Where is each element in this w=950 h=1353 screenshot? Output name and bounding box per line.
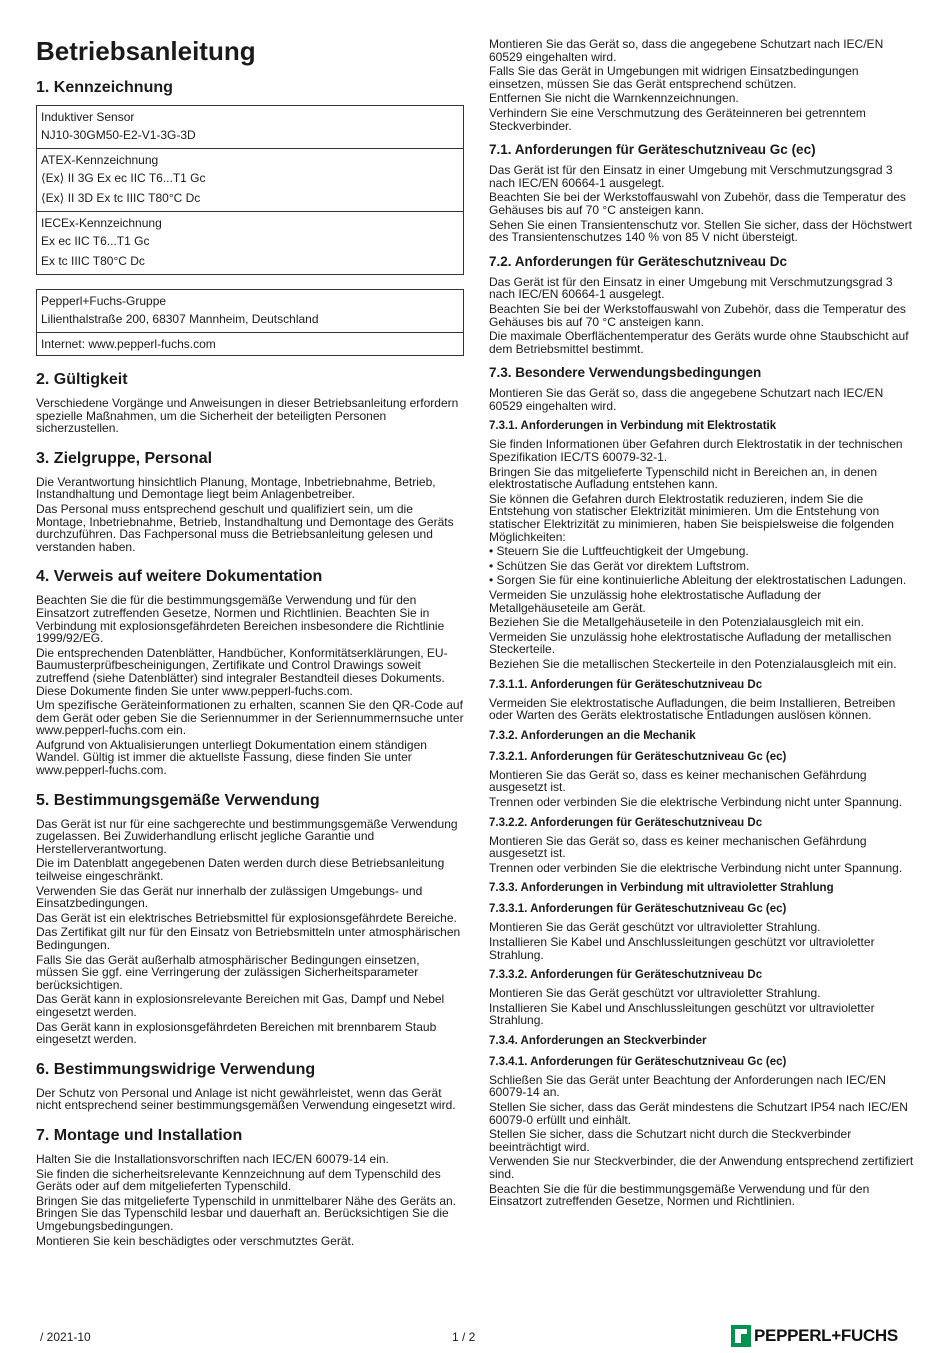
company-name: Pepperl+Fuchs-Gruppe bbox=[41, 294, 167, 308]
company-internet: Internet: www.pepperl-fuchs.com bbox=[41, 337, 216, 351]
subsection-heading: 7.3. Besondere Verwendungsbedingungen bbox=[489, 365, 762, 381]
subsubsection-heading: 7.3.2.1. Anforderungen für Geräteschutzniveau Gc (ec) bbox=[489, 750, 787, 763]
internet-row bbox=[37, 332, 463, 355]
paragraph: Verwenden Sie nur Steckverbinder, die der Anwendung entsprechend zertifiziert sind. bbox=[489, 1154, 914, 1182]
subsubsection-heading: 7.3.3. Anforderungen in Verbindung mit ultravioletter Strahlung bbox=[489, 882, 834, 895]
iecex-line-1: Ex ec IIC T6...T1 Gc bbox=[41, 234, 150, 248]
paragraph: Das Gerät ist für den Einsatz in einer Umgebung mit Verschmutzungsgrad 3 nach IEC/EN 60664-1 ausgelegt. bbox=[489, 163, 893, 190]
section-heading: 5. Bestimmungsgemäße Verwendung bbox=[36, 791, 320, 809]
company-address: Lilienthalstraße 200, 68307 Mannheim, Deutschland bbox=[41, 312, 319, 326]
paragraph: Sehen Sie einen Transientenschutz vor. Stellen Sie sicher, dass der Höchstwert des Transientenschutzes 140 % von 85 V nicht übersteigt. bbox=[489, 217, 912, 245]
right-column bbox=[489, 38, 915, 1210]
section-heading: 2. Gültigkeit bbox=[36, 371, 128, 388]
section-heading: 6. Bestimmungswidrige Verwendung bbox=[36, 1060, 316, 1078]
subsubsection-heading: 7.3.1. Anforderungen in Verbindung mit Elektrostatik bbox=[489, 420, 777, 433]
paragraph: Beachten Sie die für die bestimmungsgemäße Verwendung und für den Einsatzort zutreffenden Gesetze, Normen und Richtlinien. Beachten Sie in Verbindung mit explosionsgefährdeten Bereichen insbesondere die Richtlinie 1999/92/EG. bbox=[36, 593, 445, 646]
subsection-heading: 7.2. Anforderungen für Geräteschutzniveau Dc bbox=[489, 253, 788, 269]
paragraph: Verhindern Sie eine Verschmutzung des Geräteinneren bei getrenntem Steckverbinder. bbox=[489, 105, 866, 133]
paragraph: Die maximale Oberflächentemperatur des Geräts wurde ohne Staubschicht auf dem Betriebsmittel bestimmt. bbox=[489, 329, 909, 356]
paragraph: Montieren Sie das Gerät so, dass es keiner mechanischen Gefährdung ausgesetzt ist. bbox=[489, 767, 867, 795]
paragraph: Montieren Sie das Gerät so, dass die angegebene Schutzart nach IEC/EN 60529 eingehalten wird. bbox=[489, 386, 884, 413]
section-heading: 3. Zielgruppe, Personal bbox=[36, 449, 213, 467]
paragraph: Beachten Sie die für die bestimmungsgemäße Verwendung und für den Einsatzort zutreffenden Gesetze, Normen und Richtlinien. bbox=[489, 1181, 870, 1209]
atex-label: ATEX-Kennzeichnung bbox=[41, 153, 159, 167]
footer-page-number: 1 / 2 bbox=[452, 1330, 476, 1344]
subsubsection-heading: 7.3.4. Anforderungen an Steckverbinder bbox=[489, 1034, 707, 1047]
atex-line-2: ⟨Ex⟩ II 3D Ex tc IIIC T80°C Dc bbox=[41, 191, 201, 205]
iecex-row bbox=[37, 211, 463, 274]
left-column bbox=[36, 36, 464, 1249]
paragraph: Das Personal muss entsprechend geschult und qualifiziert sein, um die Montage, Inbetriebnahme, Betrieb, Instandhaltung und Demontage des Geräts durchzuführen. Das Fachpersonal muss die Betriebsanleitung gelesen und verstanden haben. bbox=[36, 501, 454, 554]
paragraph: Das Gerät kann in explosionsgefährdeten Bereichen mit brennbarem Staub eingesetzt werden. bbox=[36, 1019, 437, 1047]
paragraph: Das Gerät kann in explosionsrelevante Bereichen mit Gas, Dampf und Nebel eingesetzt werden. bbox=[36, 992, 445, 1019]
paragraph: Vermeiden Sie unzulässig hohe elektrostatische Aufladung der Metallgehäuseteile am Gerät. bbox=[489, 588, 822, 615]
paragraph: Bringen Sie das mitgelieferte Typenschild in unmittelbarer Nähe des Geräts an. Bringen Sie das Typenschild lesbar und dauerhaft an. Berücksichtigen Sie die Umgebungsbedingungen. bbox=[36, 1193, 457, 1233]
atex-row bbox=[37, 148, 463, 211]
logo-text: PEPPERL+FUCHS bbox=[754, 1326, 898, 1345]
paragraph: Das Zertifikat gilt nur für den Einsatz von Betriebsmitteln unter atmosphärischen Bedingungen. bbox=[36, 925, 461, 952]
paragraph: Falls Sie das Gerät außerhalb atmosphärischer Bedingungen einsetzen, müssen Sie ggf. eine Verringerung der zulässigen Sicherheitsparameter berücksichtigen. bbox=[36, 952, 420, 992]
paragraph: Beachten Sie bei der Werkstoffauswahl von Zubehör, dass die Temperatur des Gehäuses bis auf 70 °C ansteigen kann. bbox=[489, 301, 906, 329]
paragraph: Verwenden Sie das Gerät nur innerhalb der zulässigen Umgebungs- und Einsatzbedingungen. bbox=[36, 883, 423, 911]
paragraph: Montieren Sie kein beschädigtes oder verschmutztes Gerät. bbox=[36, 1233, 355, 1248]
subsubsection-heading: 7.3.2. Anforderungen an die Mechanik bbox=[489, 729, 696, 742]
paragraph: Das Gerät ist ein elektrisches Betriebsmittel für explosionsgefährdete Bereiche. bbox=[36, 910, 457, 925]
paragraph: Vermeiden Sie unzulässig hohe elektrostatische Aufladung der metallischen Steckerteile. bbox=[489, 629, 892, 657]
bullet-item: • Steuern Sie die Luftfeuchtigkeit der Umgebung. bbox=[489, 545, 915, 558]
paragraph: Montieren Sie das Gerät geschützt vor ultravioletter Strahlung. bbox=[489, 920, 821, 935]
paragraph: Entfernen Sie nicht die Warnkennzeichnungen. bbox=[489, 91, 739, 106]
sensor-model: NJ10-30GM50-E2-V1-3G-3D bbox=[41, 128, 196, 142]
subsubsection-heading: 7.3.3.1. Anforderungen für Geräteschutzniveau Gc (ec) bbox=[489, 903, 787, 916]
subsubsection-heading: 7.3.1.1. Anforderungen für Geräteschutzniveau Dc bbox=[489, 678, 763, 691]
marking-table bbox=[36, 105, 464, 275]
sensor-row bbox=[37, 106, 463, 148]
paragraph: Stellen Sie sicher, dass die Schutzart nicht durch die Steckverbinder beeinträchtigt wird. bbox=[489, 1127, 852, 1154]
paragraph: Das Gerät ist nur für eine sachgerechte und bestimmungsgemäße Verwendung zugelassen. Bei Zuwiderhandlung erlischt jegliche Garantie und Herstellerverantwortung. bbox=[36, 816, 458, 856]
paragraph: Die entsprechenden Datenblätter, Handbücher, Konformitätserklärungen, EU-Baumusterprüfbescheinigungen, Zertifikate und Control Drawings soweit zutreffend (siehe Datenblätter) sind integraler Bestandteil dieses Dokuments. Diese Dokumente finden Sie unter www.pepperl-fuchs.com. bbox=[36, 645, 448, 698]
paragraph: Beziehen Sie die Metallgehäuseteile in den Potenzialausgleich mit ein. bbox=[489, 615, 864, 630]
bullet-item: • Sorgen Sie für eine kontinuierliche Ableitung der elektrostatischen Ladungen. bbox=[489, 574, 915, 587]
paragraph: Vermeiden Sie elektrostatische Aufladungen, die beim Installieren, Betreiben oder Warten des Geräts elektrostatische Entladungen auslösen können. bbox=[489, 695, 896, 723]
paragraph: Bringen Sie das mitgelieferte Typenschild nicht in Bereichen an, in denen elektrostatische Aufladung entstehen kann. bbox=[489, 464, 878, 492]
paragraph: Trennen oder verbinden Sie die elektrische Verbindung nicht unter Spannung. bbox=[489, 860, 903, 875]
company-row bbox=[37, 290, 463, 332]
footer-date: / 2021-10 bbox=[40, 1330, 91, 1344]
section-heading: 4. Verweis auf weitere Dokumentation bbox=[36, 568, 323, 586]
paragraph: Installieren Sie Kabel und Anschlussleitungen geschützt vor ultravioletter Strahlung. bbox=[489, 1000, 875, 1028]
company-table bbox=[36, 289, 464, 356]
paragraph: Sie finden die sicherheitsrelevante Kennzeichnung auf dem Typenschild des Geräts oder auf dem mitgelieferten Typenschild. bbox=[36, 1166, 441, 1194]
iecex-line-2: Ex tc IIIC T80°C Dc bbox=[41, 254, 145, 268]
paragraph: Montieren Sie das Gerät so, dass es keiner mechanischen Gefährdung ausgesetzt ist. bbox=[489, 833, 867, 861]
paragraph: Trennen oder verbinden Sie die elektrische Verbindung nicht unter Spannung. bbox=[489, 794, 903, 809]
paragraph: Der Schutz von Personal und Anlage ist nicht gewährleistet, wenn das Gerät nicht entsprechend seiner bestimmungsgemäßen Verwendung eingesetzt wird. bbox=[36, 1085, 456, 1113]
paragraph: Falls Sie das Gerät in Umgebungen mit widrigen Einsatzbedingungen einsetzen, müssen Sie das Gerät entsprechend schützen. bbox=[489, 64, 859, 91]
paragraph: Sie finden Informationen über Gefahren durch Elektrostatik in der technischen Spezifikation IEC/TS 60079-32-1. bbox=[489, 437, 903, 465]
paragraph: Das Gerät ist für den Einsatz in einer Umgebung mit Verschmutzungsgrad 3 nach IEC/EN 60664-1 ausgelegt. bbox=[489, 274, 893, 302]
iecex-label: IECEx-Kennzeichnung bbox=[41, 216, 162, 230]
atex-line-1: ⟨Ex⟩ II 3G Ex ec IIC T6...T1 Gc bbox=[41, 171, 206, 185]
subsubsection-heading: 7.3.3.2. Anforderungen für Geräteschutzniveau Dc bbox=[489, 969, 763, 982]
paragraph: Um spezifische Geräteinformationen zu erhalten, scannen Sie den QR-Code auf dem Gerät oder geben Sie die Seriennummer in der Seriennummernsuche unter www.pepperl-fuchs.com ein. bbox=[36, 698, 464, 738]
section-heading: 1. Kennzeichnung bbox=[36, 79, 173, 96]
section-heading: 7. Montage und Installation bbox=[36, 1126, 243, 1144]
subsubsection-heading: 7.3.2.2. Anforderungen für Geräteschutzniveau Dc bbox=[489, 816, 763, 829]
paragraph: Montieren Sie das Gerät so, dass die angegebene Schutzart nach IEC/EN 60529 eingehalten wird. bbox=[489, 37, 884, 64]
subsubsection-heading: 7.3.4.1. Anforderungen für Geräteschutzniveau Gc (ec) bbox=[489, 1055, 787, 1068]
paragraph: Halten Sie die Installationsvorschriften nach IEC/EN 60079-14 ein. bbox=[36, 1151, 389, 1166]
paragraph: Schließen Sie das Gerät unter Beachtung der Anforderungen nach IEC/EN 60079-14 an. bbox=[489, 1072, 886, 1100]
paragraph: Die Verantwortung hinsichtlich Planung, Montage, Inbetriebnahme, Betrieb, Instandhaltung und Demontage liegt beim Anlagenbetreiber. bbox=[36, 474, 436, 502]
paragraph: Sie können die Gefahren durch Elektrostatik reduzieren, indem Sie die Entstehung von statischer Elektrizität minimieren. Um die Entstehung von statischer Elektrizität zu minimieren, haben Sie beispielsweise die folgenden Möglichkeiten: bbox=[489, 491, 894, 544]
paragraph: Stellen Sie sicher, dass das Gerät mindestens die Schutzart IP54 nach IEC/EN 60079-0 erfüllt und einhält. bbox=[489, 1100, 908, 1127]
paragraph: Die im Datenblatt angegebenen Daten werden durch diese Betriebsanleitung teilweise eingeschränkt. bbox=[36, 856, 445, 884]
paragraph: Verschiedene Vorgänge und Anweisungen in dieser Betriebsanleitung erfordern spezielle Maßnahmen, um die Sicherheit der beteiligten Personen sicherzustellen. bbox=[36, 396, 459, 436]
subsection-heading: 7.1. Anforderungen für Geräteschutzniveau Gc (ec) bbox=[489, 142, 816, 158]
company-logo bbox=[731, 1325, 898, 1347]
sensor-label: Induktiver Sensor bbox=[41, 110, 135, 124]
paragraph: Installieren Sie Kabel und Anschlussleitungen geschützt vor ultravioletter Strahlung. bbox=[489, 934, 875, 962]
paragraph: Beachten Sie bei der Werkstoffauswahl von Zubehör, dass die Temperatur des Gehäuses bis auf 70 °C ansteigen kann. bbox=[489, 190, 906, 217]
paragraph: Aufgrund von Aktualisierungen unterliegt Dokumentation einem ständigen Wandel. Gültig ist immer die aktuellste Fassung, diese finden Sie unter www.pepperl-fuchs.com. bbox=[36, 737, 427, 778]
pepperl-fuchs-logo-icon bbox=[731, 1325, 751, 1347]
paragraph: Montieren Sie das Gerät geschützt vor ultravioletter Strahlung. bbox=[489, 986, 821, 1001]
bullet-item: • Schützen Sie das Gerät vor direktem Luftstrom. bbox=[489, 560, 915, 573]
paragraph: Beziehen Sie die metallischen Steckerteile in den Potenzialausgleich mit ein. bbox=[489, 656, 897, 671]
document-title: Betriebsanleitung bbox=[36, 36, 256, 66]
